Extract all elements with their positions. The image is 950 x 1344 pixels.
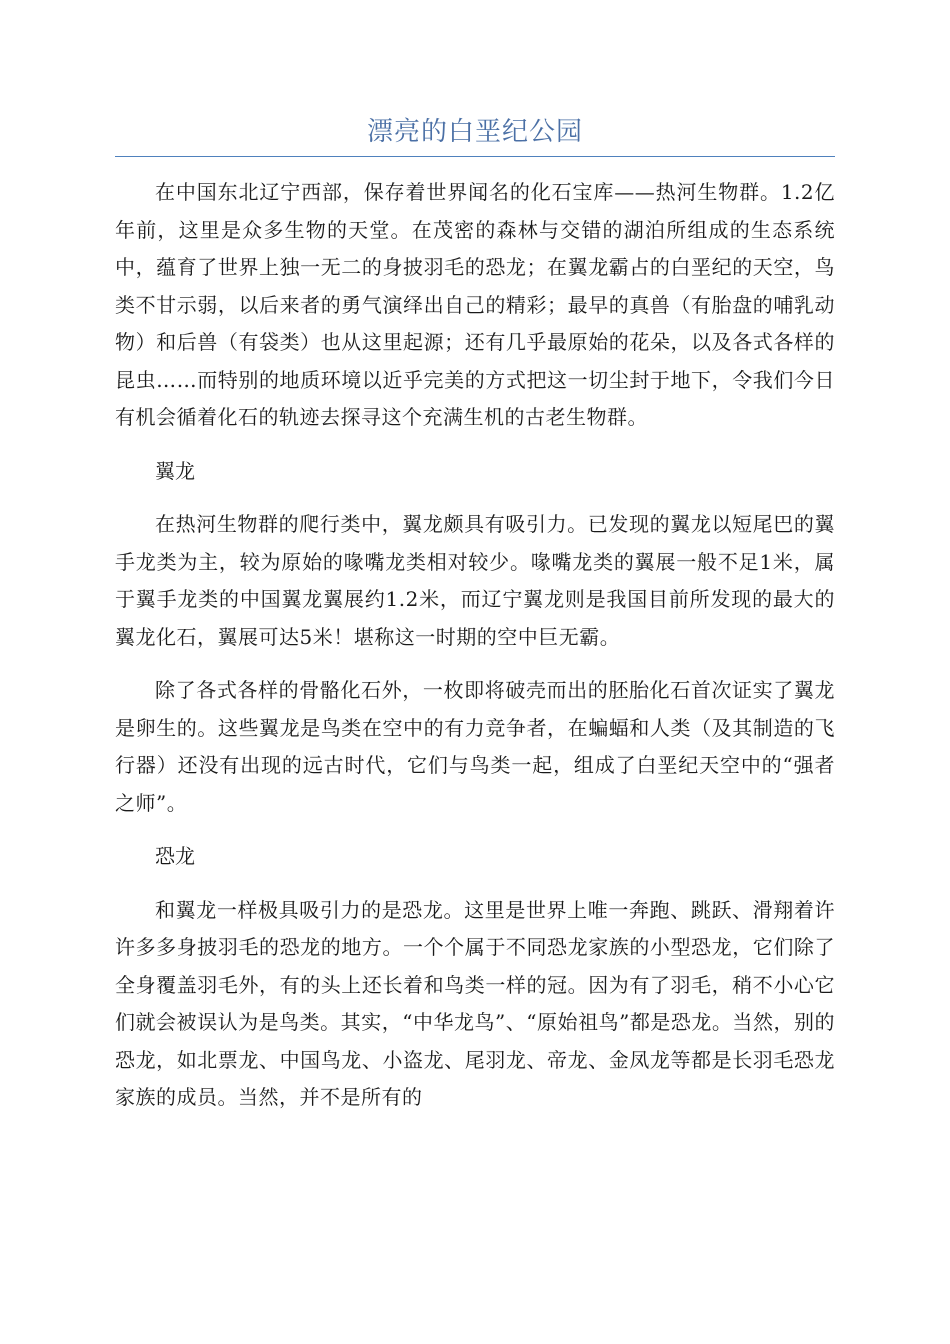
section-heading-pterosaur: 翼龙 bbox=[155, 458, 195, 483]
title-block bbox=[115, 110, 835, 157]
pterosaur-paragraph-1: 在热河生物群的爬行类中，翼龙颇具有吸引力。已发现的翼龙以短尾巴的翼手龙类为主，较为原始的喙嘴龙类相对较少。喙嘴龙类的翼展一般不足1米，属于翼手龙类的中国翼龙翼展约1.2米，而辽宁翼龙则是我国目前所发现的最大的翼龙化石，翼展可达5米！堪称这一时期的空中巨无霸。 bbox=[115, 512, 835, 649]
document-body bbox=[115, 174, 835, 1133]
pterosaur-paragraph-2: 除了各式各样的骨骼化石外，一枚即将破壳而出的胚胎化石首次证实了翼龙是卵生的。这些翼龙是鸟类在空中的有力竞争者，在蝙蝠和人类（及其制造的飞行器）还没有出现的远古时代，它们与鸟类一起，组成了白垩纪天空中的“强者之师”。 bbox=[115, 678, 835, 815]
intro-paragraph: 在中国东北辽宁西部，保存着世界闻名的化石宝库——热河生物群。1.2亿年前，这里是众多生物的天堂。在茂密的森林与交错的湖泊所组成的生态系统中，蕴育了世界上独一无二的身披羽毛的恐龙；在翼龙霸占的白垩纪的天空，鸟类不甘示弱，以后来者的勇气演绎出自己的精彩；最早的真兽（有胎盘的哺乳动物）和后兽（有袋类）也从这里起源；还有几乎最原始的花朵，以及各式各样的昆虫……而特别的地质环境以近乎完美的方式把这一切尘封于地下，令我们今日有机会循着化石的轨迹去探寻这个充满生机的古老生物群。 bbox=[115, 180, 835, 429]
dinosaur-paragraph-1: 和翼龙一样极具吸引力的是恐龙。这里是世界上唯一奔跑、跳跃、滑翔着许许多多身披羽毛的恐龙的地方。一个个属于不同恐龙家族的小型恐龙，它们除了全身覆盖羽毛外，有的头上还长着和鸟类一样的冠。因为有了羽毛，稍不小心它们就会被误认为是鸟类。其实，“中华龙鸟”、“原始祖鸟”都是恐龙。当然，别的恐龙，如北票龙、中国鸟龙、小盗龙、尾羽龙、帝龙、金凤龙等都是长羽毛恐龙家族的成员。当然，并不是所有的 bbox=[115, 897, 835, 1109]
section-heading-dinosaur: 恐龙 bbox=[155, 844, 195, 868]
document-title: 漂亮的白垩纪公园 bbox=[366, 117, 583, 147]
